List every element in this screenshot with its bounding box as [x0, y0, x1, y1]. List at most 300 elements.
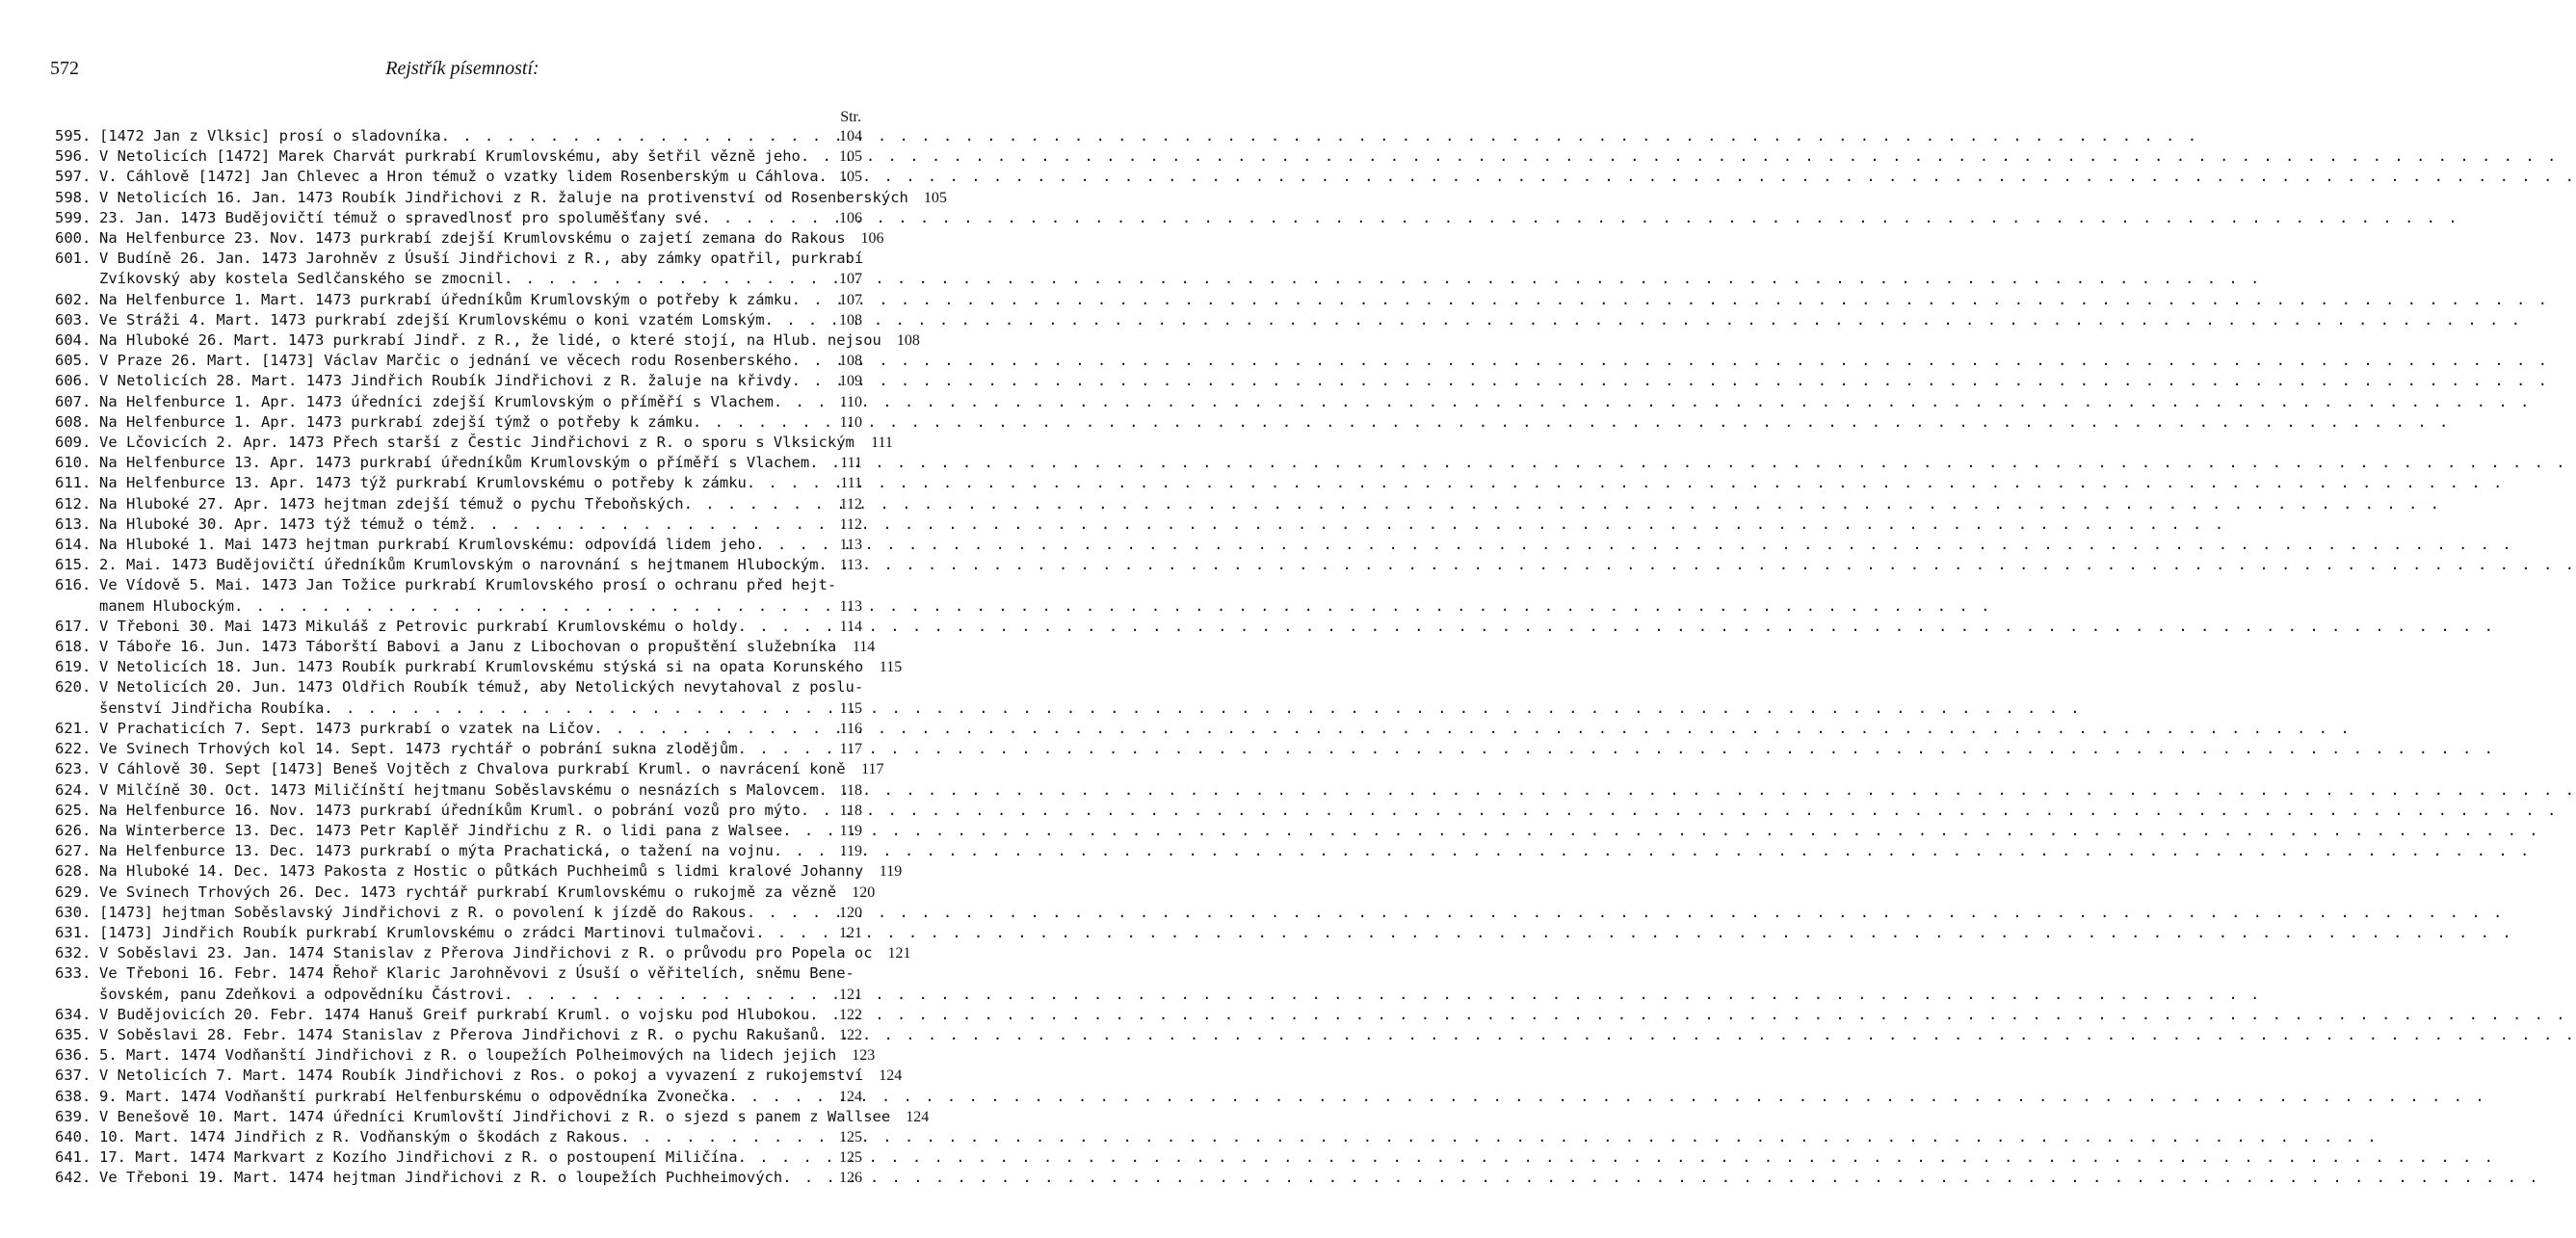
entry-line	[99, 1045, 876, 1066]
entry-body	[99, 1025, 862, 1045]
dot-leader	[747, 903, 824, 923]
dot-leader	[738, 739, 824, 759]
entry-body	[99, 146, 862, 167]
entry-line	[99, 188, 947, 208]
document-page	[0, 0, 947, 1238]
entry-number: 610.	[55, 454, 92, 472]
dot-leader	[774, 392, 824, 412]
entry-page-ref: 121	[839, 986, 862, 1003]
entry-body	[99, 228, 884, 249]
entry-text: V Milčíně 30. Oct. 1473 Miličínští hejtmanu Soběslavskému o nesnázích s Malovcem	[99, 780, 819, 799]
entry-text: Na Helfenburce 1. Apr. 1473 úředníci zdejší Krumlovským o příměří s Vlachem	[99, 392, 774, 410]
entry-number: 619.	[55, 658, 92, 676]
entry-number: 596.	[55, 147, 92, 166]
entry-number: 609.	[55, 434, 92, 452]
register-entry	[55, 167, 862, 187]
entry-text: V. Cáhlově [1472] Jan Chlevec a Hron témuž o vzatky lidem Rosenberským u Cáhlova	[99, 168, 819, 186]
entry-page-ref: 107	[839, 271, 862, 288]
entry-page-ref: 107	[839, 291, 862, 308]
entry-number: 618.	[55, 638, 92, 656]
register-entry	[55, 575, 862, 616]
entry-body	[99, 719, 862, 739]
register-entry	[55, 249, 862, 289]
entry-line	[99, 1005, 862, 1025]
entry-text: V Soběslavi 28. Febr. 1474 Stanislav z Přerova Jindřichovi z R. o pychu Rakušanů	[99, 1025, 819, 1043]
register-entry	[55, 412, 862, 433]
entry-text: šenství Jindřicha Roubíka	[99, 698, 325, 717]
entry-line	[99, 433, 893, 453]
register-entry	[55, 1066, 903, 1086]
entry-line	[99, 167, 862, 187]
entry-line	[99, 146, 862, 167]
entry-line	[99, 963, 862, 984]
entry-body	[99, 249, 862, 289]
entry-number: 611.	[55, 474, 92, 492]
entry-number: 603.	[55, 310, 92, 329]
entry-number: 598.	[55, 188, 92, 206]
entry-body	[99, 1107, 930, 1127]
entry-number: 602.	[55, 290, 92, 308]
entry-page-ref: 119	[839, 843, 862, 860]
register-entry	[55, 330, 920, 351]
entry-line	[99, 371, 862, 391]
entry-line	[99, 759, 884, 779]
entry-page-ref: 110	[839, 393, 862, 410]
entry-text: Ve Lčovicích 2. Apr. 1473 Přech starší z Čestic Jindřichovi z R. o sporu s Vlksickým	[99, 434, 854, 452]
dot-leader	[755, 923, 824, 943]
register-entry	[55, 1147, 862, 1168]
entry-number: 600.	[55, 229, 92, 248]
entry-number: 597.	[55, 168, 92, 186]
register-entry	[55, 637, 876, 657]
register-entry	[55, 841, 862, 861]
register-entry	[55, 392, 862, 412]
entry-line	[99, 535, 862, 555]
entry-page-ref: 108	[896, 332, 920, 350]
entry-page-ref: 122	[839, 1026, 862, 1043]
dot-leader	[792, 371, 824, 391]
entry-text: Na Helfenburce 23. Nov. 1473 purkrabí zdejší Krumlovskému o zajetí zemana do Rakous	[99, 229, 846, 248]
entry-body	[99, 657, 903, 677]
register-entry	[55, 882, 876, 903]
entry-text: [1473] hejtman Soběslavský Jindřichovi z R. o povolení k jízdě do Rakous	[99, 903, 747, 921]
entry-number: 614.	[55, 536, 92, 554]
entry-text: Na Helfenburce 1. Mart. 1473 purkrabí úředníkům Krumlovským o potřeby k zámku	[99, 290, 792, 308]
entry-page-ref: 113	[839, 537, 862, 554]
entry-text: Ve Stráži 4. Mart. 1473 purkrabí zdejší Krumlovskému o koni vzatém Lomským	[99, 310, 765, 329]
entry-text: 10. Mart. 1474 Jindřich z R. Vodňanským o škodách z Rakous	[99, 1127, 621, 1146]
entry-body	[99, 1147, 862, 1168]
entry-body	[99, 780, 862, 801]
register-entry	[55, 494, 862, 514]
entry-page-ref: 108	[839, 353, 862, 370]
page-column-label: Str.	[840, 109, 861, 125]
entry-line	[99, 985, 862, 1005]
entry-line	[99, 861, 903, 882]
entry-body	[99, 514, 862, 535]
entry-line	[99, 351, 862, 371]
entry-page-ref: 116	[839, 720, 862, 737]
entry-text: V Budíně 26. Jan. 1473 Jarohněv z Úsuší Jindřichovi z R., aby zámky opatřil, purkrabí	[99, 250, 864, 268]
entry-page-ref: 112	[839, 495, 862, 513]
dot-leader	[747, 473, 824, 493]
entry-text: V Netolicích 7. Mart. 1474 Roubík Jindřichovi z Ros. o pokoj a vyvazení z rukojemství	[99, 1067, 864, 1085]
dot-leader	[755, 535, 824, 555]
entry-number: 595.	[55, 127, 92, 145]
entry-text: [1472 Jan z Vlksic] prosí o sladovníka	[99, 127, 441, 145]
entry-text: 2. Mai. 1473 Budějovičtí úředníkům Krumlovským o narovnání s hejtmanem Hlubockým	[99, 556, 819, 574]
register-entry	[55, 555, 862, 575]
entry-body	[99, 637, 876, 657]
entry-text: Na Helfenburce 13. Apr. 1473 purkrabí úředníkům Krumlovským o příměří s Vlachem	[99, 454, 810, 472]
entry-page-ref: 108	[839, 311, 862, 329]
entry-number: 634.	[55, 1005, 92, 1023]
entry-page-ref: 105	[839, 148, 862, 166]
entry-body	[99, 330, 920, 351]
entry-line	[99, 330, 920, 351]
entry-body	[99, 861, 903, 882]
entry-number: 642.	[55, 1169, 92, 1187]
entry-text: Na Helfenburce 1. Apr. 1473 purkrabí zdejší týmž o potřeby k zámku	[99, 412, 693, 431]
entry-body	[99, 494, 862, 514]
entry-page-ref: 117	[861, 761, 884, 778]
entry-body	[99, 739, 862, 759]
entry-number: 606.	[55, 372, 92, 390]
entry-body	[99, 575, 862, 616]
dot-leader	[765, 310, 824, 330]
dot-leader	[693, 412, 824, 433]
register-entry	[55, 1127, 862, 1147]
entry-text: V Netolicích [1472] Marek Charvát purkrabí Krumlovskému, aby šetřil vězně jeho	[99, 147, 801, 166]
entry-text: V Cáhlově 30. Sept [1473] Beneš Vojtěch z Chvalova purkrabí Kruml. o navrácení koně	[99, 760, 846, 778]
entry-line	[99, 473, 862, 493]
entry-line	[99, 841, 862, 861]
entry-text: V Prachaticích 7. Sept. 1473 purkrabí o vzatek na Ličov	[99, 719, 594, 737]
register-entry	[55, 1005, 862, 1025]
entry-line	[99, 290, 862, 310]
entry-line	[99, 882, 876, 903]
register-entry	[55, 146, 862, 167]
entry-body	[99, 1127, 862, 1147]
entry-line	[99, 494, 862, 514]
entry-body	[99, 208, 862, 228]
entry-text: manem Hlubockým	[99, 596, 234, 615]
entry-text: 9. Mart. 1474 Vodňanští purkrabí Helfenburskému o odpovědníka Zvonečka	[99, 1087, 729, 1105]
dot-leader	[468, 514, 824, 535]
entry-text: Na Helfenburce 13. Dec. 1473 purkrabí o mýta Prachatická, o tažení na vojnu	[99, 842, 774, 860]
dot-leader	[809, 453, 824, 473]
entry-body	[99, 188, 947, 208]
register-entry	[55, 1025, 862, 1045]
entry-number: 599.	[55, 208, 92, 226]
register-entry	[55, 759, 884, 779]
register-entry	[55, 923, 862, 943]
entry-body	[99, 821, 862, 841]
entry-page-ref: 118	[839, 802, 862, 819]
dot-leader	[801, 146, 824, 167]
entry-page-ref: 124	[906, 1108, 930, 1125]
entry-body	[99, 535, 862, 555]
entry-page-ref: 104	[839, 128, 862, 145]
entry-body	[99, 371, 862, 391]
entry-text: V Táboře 16. Jun. 1473 Táborští Babovi a Janu z Libochovan o propuštění služebníka	[99, 638, 837, 656]
entry-text: Na Hluboké 27. Apr. 1473 hejtman zdejší témuž o pychu Třeboňských	[99, 494, 684, 513]
entry-line	[99, 943, 911, 963]
register-entry	[55, 126, 862, 146]
entry-text: Na Winterberce 13. Dec. 1473 Petr Kaplěř Jindřichu z R. o lidi pana z Walsee	[99, 821, 783, 839]
entry-body	[99, 841, 862, 861]
entry-page-ref: 106	[860, 230, 884, 248]
entry-number: 633.	[55, 964, 92, 983]
entry-text: V Soběslavi 23. Jan. 1474 Stanislav z Přerova Jindřichovi z R. o průvodu pro Popela oc	[99, 944, 873, 962]
register-entry	[55, 677, 862, 718]
entry-page-ref: 114	[839, 618, 862, 635]
register-entry	[55, 1087, 862, 1107]
dot-leader	[701, 208, 824, 228]
register-entry	[55, 535, 862, 555]
entry-text: Ve Třeboni 16. Febr. 1474 Řehoř Klaric Jarohněvovi z Úsuší o věřitelích, sněmu Bene-	[99, 964, 854, 983]
register-entry	[55, 861, 903, 882]
entry-line	[99, 821, 862, 841]
entry-line	[99, 228, 884, 249]
entry-body	[99, 473, 862, 493]
entry-page-ref: 114	[852, 639, 876, 656]
entry-number: 637.	[55, 1067, 92, 1085]
entry-number: 621.	[55, 719, 92, 737]
register-entry	[55, 290, 862, 310]
entry-number: 607.	[55, 392, 92, 410]
entry-page-ref: 106	[839, 209, 862, 226]
entry-number: 626.	[55, 821, 92, 839]
entry-number: 635.	[55, 1025, 92, 1043]
entry-text: Na Hluboké 26. Mart. 1473 purkrabí Jindř. z R., že lidé, o které stojí, na Hlub. nejsou	[99, 331, 881, 350]
entry-number: 605.	[55, 352, 92, 370]
register-entry	[55, 1045, 876, 1066]
entry-page-ref: 124	[879, 1067, 903, 1085]
entry-body	[99, 1045, 876, 1066]
entry-text: 17. Mart. 1474 Markvart z Kozího Jindřichovi z R. o postoupení Miličína	[99, 1148, 738, 1167]
entry-number: 623.	[55, 760, 92, 778]
entry-page-ref: 122	[839, 1006, 862, 1023]
entry-number: 629.	[55, 882, 92, 901]
entry-text: 5. Mart. 1474 Vodňanští Jindřichovi z R. o loupežích Polheimových na lidech jejich	[99, 1046, 837, 1065]
running-head: Rejstřík písemností:	[385, 58, 539, 79]
entry-body	[99, 290, 862, 310]
dot-leader	[782, 1168, 824, 1188]
entry-text: Ve Třeboni 19. Mart. 1474 hejtman Jindřichovi z R. o loupežích Puchheimových	[99, 1169, 783, 1187]
entry-number: 613.	[55, 514, 92, 533]
entry-line	[99, 1127, 862, 1147]
register-entry	[55, 1168, 862, 1188]
entry-text: Na Hluboké 14. Dec. 1473 Pakosta z Hostic o půtkách Puchheimů s lidmi kralové Johanny	[99, 862, 864, 881]
register-entry	[55, 371, 862, 391]
register-entries	[55, 126, 947, 1189]
entry-number: 612.	[55, 494, 92, 513]
entry-number: 624.	[55, 780, 92, 799]
entry-line	[99, 392, 862, 412]
entry-number: 632.	[55, 944, 92, 962]
entry-line	[99, 780, 862, 801]
dot-leader	[324, 698, 824, 719]
entry-number: 601.	[55, 250, 92, 268]
entry-page-ref: 123	[852, 1047, 876, 1065]
register-entry	[55, 943, 911, 963]
entry-text: Na Helfenburce 16. Nov. 1473 purkrabí úředníkům Kruml. o pobrání vozů pro mýto	[99, 801, 801, 819]
entry-line	[99, 126, 862, 146]
register-entry	[55, 208, 862, 228]
entry-page-ref: 105	[839, 169, 862, 186]
entry-page-ref: 120	[852, 883, 876, 901]
dot-leader	[620, 1127, 824, 1147]
register-entry	[55, 473, 862, 493]
entry-page-ref: 110	[839, 413, 862, 431]
entry-body	[99, 963, 862, 1004]
entry-number: 636.	[55, 1046, 92, 1065]
entry-text: V Budějovicích 20. Febr. 1474 Hanuš Greif purkrabí Kruml. o vojsku pod Hlubokou	[99, 1005, 810, 1023]
entry-line	[99, 637, 876, 657]
dot-leader	[782, 821, 824, 841]
entry-text: V Netolicích 16. Jan. 1473 Roubík Jindřichovi z R. žaluje na protivenství od Rosenberských	[99, 188, 908, 206]
register-entry	[55, 903, 862, 923]
entry-line	[99, 923, 862, 943]
entry-text: [1473] Jindřich Roubík purkrabí Krumlovskému o zrádci Martinovi tulmačovi	[99, 923, 756, 941]
entry-body	[99, 759, 884, 779]
entry-page-ref: 117	[839, 741, 862, 758]
dot-leader	[809, 1005, 824, 1025]
entry-number: 615.	[55, 556, 92, 574]
entry-page-ref: 111	[840, 455, 862, 472]
register-entry	[55, 351, 862, 371]
entry-page-ref: 115	[839, 699, 862, 717]
entry-body	[99, 351, 862, 371]
register-entry	[55, 801, 862, 821]
entry-body	[99, 1005, 862, 1025]
entry-text: V Třeboni 30. Mai 1473 Mikuláš z Petrovic purkrabí Krumlovskému o holdy	[99, 617, 738, 635]
entry-page-ref: 111	[840, 475, 862, 492]
entry-text: V Benešově 10. Mart. 1474 úředníci Krumlovští Jindřichovi z R. o sjezd s panem z Wallsee	[99, 1107, 891, 1125]
entry-line	[99, 1087, 862, 1107]
entry-line	[99, 903, 862, 923]
entry-number: 620.	[55, 678, 92, 697]
entry-body	[99, 1066, 903, 1086]
dot-leader	[792, 351, 824, 371]
entry-page-ref: 113	[839, 597, 862, 615]
entry-number: 638.	[55, 1087, 92, 1105]
entry-text: Ve Svinech Trhových 26. Dec. 1473 rychtář purkrabí Krumlovskému o rukojmě za vězně	[99, 882, 837, 901]
entry-number: 625.	[55, 801, 92, 819]
register-entry	[55, 719, 862, 739]
entry-number: 640.	[55, 1127, 92, 1146]
entry-page-ref: 115	[879, 659, 903, 676]
register-entry	[55, 188, 947, 208]
entry-line	[99, 1168, 862, 1188]
entry-number: 641.	[55, 1148, 92, 1167]
entry-text: Na Helfenburce 13. Apr. 1473 týž purkrabí Krumlovskému o potřeby k zámku	[99, 474, 747, 492]
register-entry	[55, 739, 862, 759]
entry-text: V Praze 26. Mart. [1473] Václav Marčic o jednání ve věcech rodu Rosenberského	[99, 352, 792, 370]
entry-body	[99, 617, 862, 637]
dot-leader	[738, 617, 824, 637]
register-entry	[55, 657, 903, 677]
register-entry	[55, 310, 862, 330]
register-entry	[55, 1107, 930, 1127]
dot-leader	[728, 1087, 824, 1107]
entry-body	[99, 1168, 862, 1188]
dot-leader	[593, 719, 824, 739]
entry-page-ref: 118	[839, 781, 862, 799]
entry-page-ref: 125	[839, 1128, 862, 1146]
entry-body	[99, 167, 862, 187]
entry-line	[99, 677, 862, 698]
entry-line	[99, 739, 862, 759]
entry-line	[99, 208, 862, 228]
entry-body	[99, 943, 911, 963]
entry-page-ref: 126	[839, 1170, 862, 1187]
entry-text: V Netolicích 20. Jun. 1473 Oldřich Roubík témuž, aby Netolických nevytahoval z poslu-	[99, 678, 864, 697]
register-entry	[55, 821, 862, 841]
register-entry	[55, 963, 862, 1004]
dot-leader	[792, 290, 824, 310]
entry-line	[99, 514, 862, 535]
entry-page-ref: 111	[871, 435, 893, 452]
entry-text: Ve Svinech Trhových kol 14. Sept. 1473 rychtář o pobrání sukna zlodějům	[99, 740, 738, 758]
entry-number: 628.	[55, 862, 92, 881]
entry-number: 616.	[55, 576, 92, 594]
dot-leader	[441, 126, 824, 146]
register-entry	[55, 780, 862, 801]
entry-text: Na Hluboké 30. Apr. 1473 týž témuž o témž	[99, 514, 468, 533]
entry-number: 622.	[55, 740, 92, 758]
entry-page-ref: 125	[839, 1149, 862, 1167]
register-entry	[55, 453, 862, 473]
entry-text: Na Hluboké 1. Mai 1473 hejtman purkrabí Krumlovskému: odpovídá lidem jeho	[99, 536, 756, 554]
entry-page-ref: 112	[839, 515, 862, 533]
dot-leader	[774, 841, 824, 861]
dot-leader	[801, 801, 824, 821]
entry-line	[99, 1025, 862, 1045]
dot-leader	[504, 269, 824, 289]
entry-body	[99, 555, 862, 575]
entry-number: 617.	[55, 617, 92, 635]
entry-text: V Netolicích 18. Jun. 1473 Roubík purkrabí Krumlovskému stýská si na opata Korunského	[99, 658, 864, 676]
page-number: 572	[50, 58, 79, 79]
entry-line	[99, 1147, 862, 1168]
entry-body	[99, 801, 862, 821]
entry-body	[99, 310, 862, 330]
entry-number: 630.	[55, 903, 92, 921]
entry-line	[99, 1066, 903, 1086]
entry-line	[99, 249, 862, 269]
dot-leader	[504, 985, 824, 1005]
entry-number: 639.	[55, 1107, 92, 1125]
entry-page-ref: 121	[887, 945, 911, 962]
entry-body	[99, 923, 862, 943]
entry-body	[99, 433, 893, 453]
entry-page-ref: 119	[879, 863, 903, 881]
entry-text: 23. Jan. 1473 Budějovičtí témuž o spravedlnosť pro spoluměšťany své	[99, 208, 702, 226]
entry-body	[99, 1087, 862, 1107]
entry-number: 631.	[55, 923, 92, 941]
entry-line	[99, 555, 862, 575]
entry-body	[99, 677, 862, 718]
entry-body	[99, 903, 862, 923]
entry-line	[99, 575, 862, 595]
entry-line	[99, 453, 862, 473]
dot-leader	[738, 1147, 824, 1168]
entry-page-ref: 121	[839, 924, 862, 941]
entry-body	[99, 392, 862, 412]
register-entry	[55, 433, 893, 453]
